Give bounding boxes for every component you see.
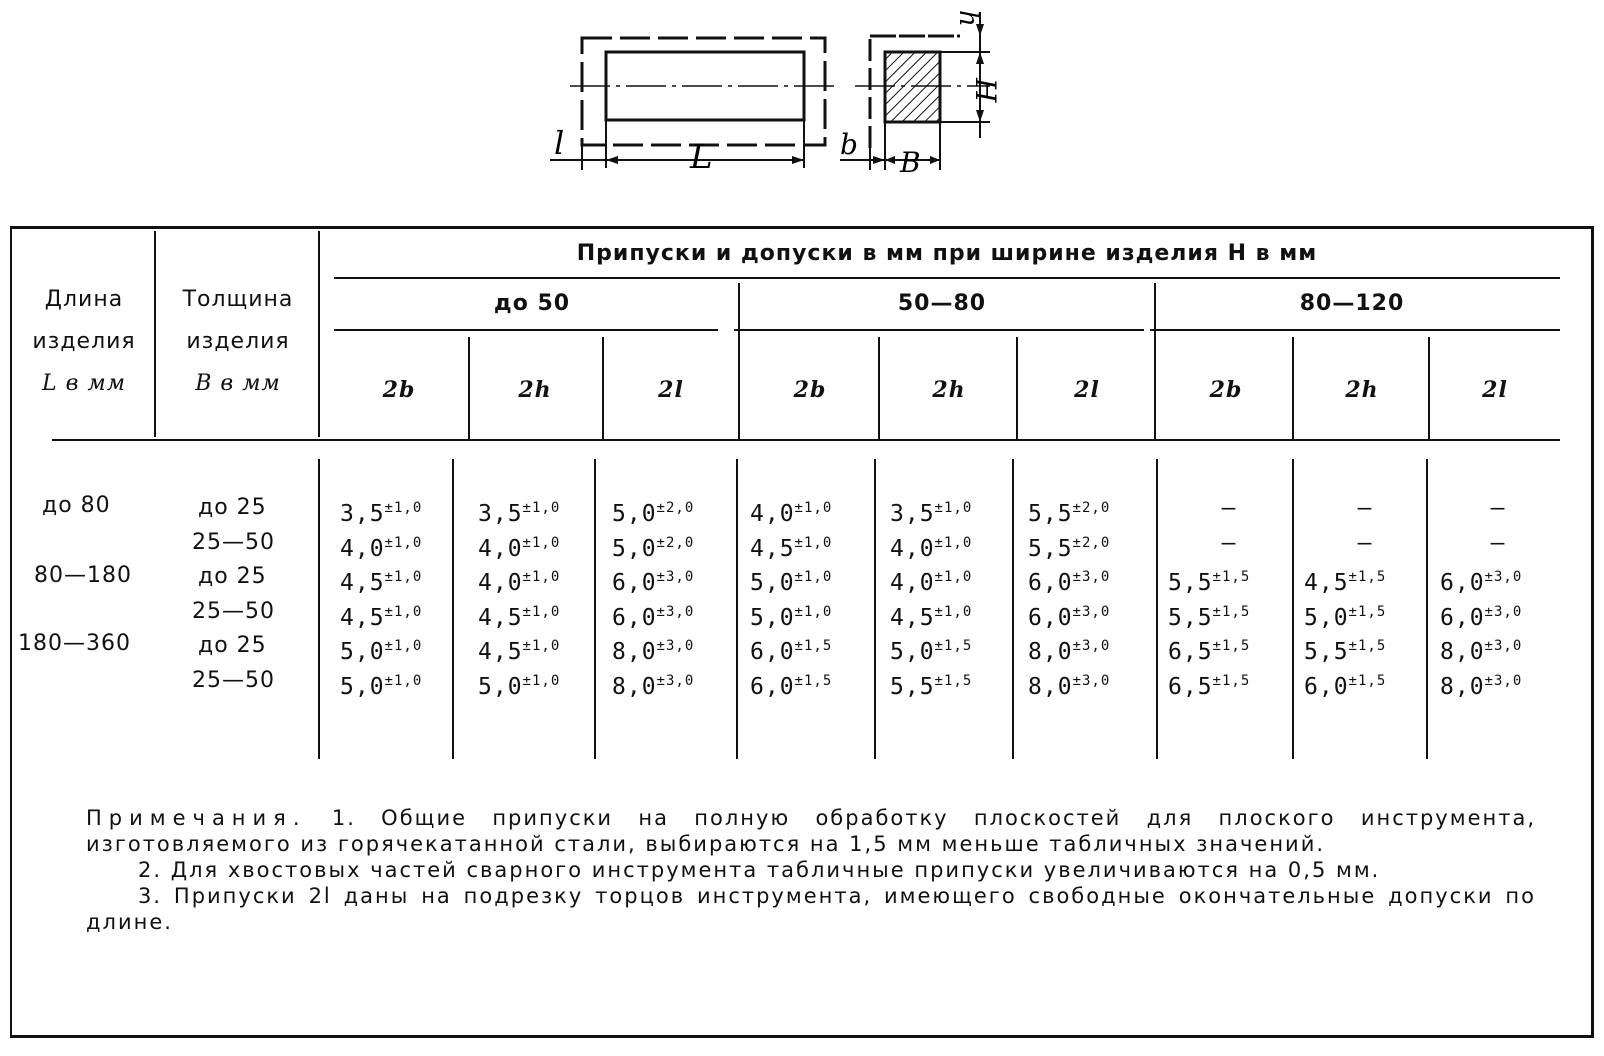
value-cell — [1304, 599, 1426, 631]
value-main: 5,0 — [1304, 604, 1349, 631]
diagram-label-l: l — [554, 124, 565, 162]
value-main: 5,0 — [340, 674, 385, 700]
divider — [334, 277, 1560, 279]
divider — [318, 231, 320, 437]
value-tolerance: ±1,0 — [794, 500, 833, 516]
length-label-3: 180—360 — [18, 631, 131, 656]
value-main: 4,5 — [340, 604, 385, 631]
value-main: 4,5 — [478, 604, 523, 631]
value-main: 5,0 — [750, 570, 795, 597]
note-3-text: 3. Припуски 2l даны на подрезку торцов инструмента, имеющего свободные окончательные допуски по длине. — [86, 884, 1536, 934]
value-cell — [340, 564, 464, 596]
divider — [602, 337, 604, 439]
subcol-header: 2b — [1209, 377, 1243, 403]
header-length-line2: изделия — [32, 329, 136, 354]
value-main: 5,5 — [1028, 501, 1073, 527]
value-cell — [750, 530, 876, 562]
group-header: Припуски и допуски в мм при ширине изделия H в мм — [576, 241, 1318, 266]
value-tolerance: ±3,0 — [656, 569, 695, 586]
value-cell — [1440, 599, 1556, 631]
value-main: 6,0 — [750, 674, 795, 700]
header-thickness-line2: изделия — [186, 329, 290, 354]
width-group-1: до 50 — [493, 291, 571, 316]
value-main: 6,0 — [1028, 604, 1073, 631]
value-main: 5,5 — [890, 674, 935, 700]
value-main: 4,5 — [750, 535, 795, 562]
subcol-header: 2l — [1482, 377, 1508, 403]
value-main: 6,0 — [750, 639, 795, 666]
thickness-label: 25—50 — [192, 598, 275, 624]
value-cell — [612, 564, 736, 596]
value-cell — [750, 564, 876, 596]
value-main: 6,0 — [1440, 604, 1485, 631]
divider — [1156, 459, 1158, 759]
value-cell — [478, 668, 598, 700]
divider — [736, 459, 738, 759]
value-main: 4,0 — [750, 501, 795, 527]
value-tolerance: ±1,0 — [794, 603, 833, 620]
value-cell — [1168, 633, 1290, 665]
thickness-label: до 25 — [198, 633, 267, 659]
value-tolerance: ±1,5 — [1348, 638, 1387, 655]
value-main: 5,0 — [340, 639, 385, 666]
value-tolerance: ±1,5 — [1212, 603, 1251, 620]
value-tolerance: ±3,0 — [1072, 569, 1111, 586]
value-cell — [890, 633, 1014, 665]
divider — [468, 337, 470, 439]
value-main: 4,0 — [478, 570, 523, 597]
value-tolerance: ±1,0 — [522, 569, 561, 586]
value-tolerance: ±1,0 — [384, 673, 423, 689]
value-main: 3,5 — [340, 501, 385, 527]
value-cell — [612, 633, 736, 665]
value-main: 3,5 — [890, 501, 935, 527]
header-thickness-line1: Толщина — [182, 287, 294, 312]
value-cell — [478, 633, 598, 665]
value-cell — [478, 495, 598, 527]
value-tolerance: ±1,5 — [794, 673, 833, 689]
value-cell — [750, 668, 876, 700]
value-main: 8,0 — [1440, 674, 1485, 700]
value-main: 5,5 — [1168, 570, 1213, 597]
value-cell — [340, 633, 464, 665]
value-tolerance: ±1,0 — [794, 534, 833, 551]
value-main: 8,0 — [612, 639, 657, 666]
width-group-3: 80—120 — [1299, 291, 1405, 316]
value-main: 4,0 — [890, 535, 935, 562]
value-main: 6,5 — [1168, 674, 1213, 700]
value-main: — — [1490, 529, 1506, 556]
diagram-label-H: H — [969, 78, 1002, 103]
value-main: 6,0 — [612, 570, 657, 597]
value-cell — [1028, 668, 1152, 700]
value-tolerance: ±1,0 — [522, 603, 561, 620]
value-tolerance: ±1,5 — [1212, 638, 1251, 655]
value-cell — [750, 495, 876, 527]
value-tolerance: ±3,0 — [1484, 673, 1523, 689]
value-tolerance: ±1,0 — [934, 603, 973, 620]
note-1-text: 1. Общие припуски на полную обработку плоскостей для плоского инструмента, изготовляемого из горячекатанной стали, выбираются на 1,5 мм меньше табличных значений. — [86, 806, 1536, 856]
value-main: 5,0 — [612, 535, 657, 562]
value-main: 6,0 — [1028, 570, 1073, 597]
header-length-line1: Длина — [44, 287, 124, 312]
value-cell — [612, 530, 736, 562]
value-cell — [340, 668, 464, 700]
thickness-label: до 25 — [198, 495, 267, 520]
value-cell — [1028, 599, 1152, 631]
value-tolerance: ±3,0 — [656, 673, 695, 689]
value-cell — [890, 530, 1014, 562]
value-cell — [1440, 668, 1556, 700]
thickness-label: 25—50 — [192, 668, 275, 693]
divider — [878, 337, 880, 439]
diagram-label-B: B — [900, 146, 921, 179]
value-tolerance: ±2,0 — [1072, 500, 1111, 516]
length-label-2: 80—180 — [34, 563, 132, 588]
subcol-header: 2b — [382, 377, 416, 403]
value-main: — — [1490, 495, 1506, 521]
divider — [1154, 283, 1156, 439]
header-thickness-line3: В в мм — [195, 371, 281, 396]
value-cell — [612, 495, 736, 527]
divider — [734, 329, 1144, 331]
value-main: 4,0 — [340, 535, 385, 562]
value-tolerance: ±2,0 — [656, 500, 695, 516]
diagram-label-L: L — [690, 137, 713, 177]
value-tolerance: ±1,0 — [384, 500, 423, 516]
header-length-line3: L в мм — [42, 371, 126, 396]
subcol-header: 2l — [1074, 377, 1100, 403]
value-tolerance: ±3,0 — [1484, 603, 1523, 620]
subcol-header: 2h — [1345, 377, 1379, 403]
value-main: 8,0 — [1028, 639, 1073, 666]
value-main: 8,0 — [1440, 639, 1485, 666]
subcol-header: 2h — [518, 377, 552, 403]
value-tolerance: ±1,0 — [384, 534, 423, 551]
diagram-label-b: b — [840, 128, 858, 161]
thickness-label: до 25 — [198, 564, 267, 590]
value-cell — [1168, 564, 1290, 596]
value-cell — [1168, 495, 1290, 521]
value-cell — [890, 564, 1014, 596]
value-main: 4,5 — [478, 639, 523, 666]
value-tolerance: ±1,5 — [1348, 673, 1387, 689]
value-main: — — [1221, 529, 1237, 556]
value-tolerance: ±3,0 — [1072, 673, 1111, 689]
value-tolerance: ±1,0 — [522, 673, 561, 689]
header-thickness — [158, 279, 318, 405]
value-tolerance: ±1,0 — [934, 534, 973, 551]
value-main: 4,5 — [1304, 570, 1349, 597]
value-cell — [1028, 564, 1152, 596]
value-cell — [890, 599, 1014, 631]
value-cell — [750, 633, 876, 665]
divider — [334, 329, 718, 331]
value-tolerance: ±1,5 — [1348, 603, 1387, 620]
value-cell — [340, 599, 464, 631]
value-tolerance: ±1,5 — [934, 673, 973, 689]
divider — [52, 439, 1560, 441]
divider — [1292, 459, 1294, 759]
value-tolerance: ±3,0 — [1484, 569, 1523, 586]
value-main: 5,5 — [1168, 604, 1213, 631]
value-cell — [1028, 495, 1152, 527]
value-cell — [612, 599, 736, 631]
value-main: 6,0 — [1440, 570, 1485, 597]
value-tolerance: ±3,0 — [1072, 603, 1111, 620]
value-tolerance: ±3,0 — [1484, 638, 1523, 655]
value-cell — [612, 668, 736, 700]
value-cell — [1440, 564, 1556, 596]
width-group-2: 50—80 — [897, 291, 987, 316]
divider — [154, 231, 156, 437]
value-cell — [340, 495, 464, 527]
value-main: 5,0 — [612, 501, 657, 527]
value-main: 6,0 — [612, 604, 657, 631]
value-cell — [1168, 668, 1290, 700]
value-tolerance: ±1,5 — [1348, 569, 1387, 586]
value-cell — [890, 495, 1014, 527]
value-main: 5,5 — [1028, 535, 1073, 562]
value-cell — [478, 599, 598, 631]
divider — [1426, 459, 1428, 759]
divider — [318, 459, 320, 759]
value-cell — [340, 530, 464, 562]
value-main: — — [1357, 495, 1373, 521]
allowance-table — [10, 226, 1594, 1038]
value-cell — [750, 599, 876, 631]
divider — [1292, 337, 1294, 439]
value-main: 3,5 — [478, 501, 523, 527]
value-tolerance: ±1,5 — [1212, 569, 1251, 586]
value-tolerance: ±1,5 — [934, 638, 973, 655]
value-cell — [1028, 530, 1152, 562]
value-main: — — [1357, 529, 1373, 556]
value-tolerance: ±1,0 — [522, 534, 561, 551]
value-main: 8,0 — [1028, 674, 1073, 700]
value-tolerance: ±1,5 — [794, 638, 833, 655]
value-tolerance: ±3,0 — [656, 638, 695, 655]
subcol-header: 2b — [793, 377, 827, 403]
value-main: 6,0 — [1304, 674, 1349, 700]
value-main: 4,0 — [890, 570, 935, 597]
value-tolerance: ±1,0 — [522, 638, 561, 655]
value-tolerance: ±2,0 — [656, 534, 695, 551]
value-cell — [890, 668, 1014, 700]
value-cell — [1440, 633, 1556, 665]
value-main: 5,0 — [478, 674, 523, 700]
value-tolerance: ±1,0 — [794, 569, 833, 586]
value-cell — [478, 564, 598, 596]
value-tolerance: ±1,0 — [934, 500, 973, 516]
value-tolerance: ±1,0 — [522, 500, 561, 516]
diagram-label-h: h — [953, 10, 983, 27]
value-tolerance: ±2,0 — [1072, 534, 1111, 551]
value-cell — [1440, 530, 1556, 556]
length-label-1: до 80 — [42, 493, 111, 518]
divider — [1016, 337, 1018, 439]
divider — [1150, 329, 1560, 331]
note-2 — [86, 857, 1536, 883]
value-cell — [1304, 668, 1426, 700]
note-2-text: 2. Для хвостовых частей сварного инструмента табличные припуски увеличиваются на 0,5 мм. — [138, 858, 1381, 882]
value-main: 8,0 — [612, 674, 657, 700]
value-main: — — [1221, 495, 1237, 521]
value-main: 6,5 — [1168, 639, 1213, 666]
subcol-header: 2l — [658, 377, 684, 403]
value-cell — [1304, 495, 1426, 521]
thickness-label: 25—50 — [192, 529, 275, 555]
divider — [738, 283, 740, 439]
value-tolerance: ±1,0 — [384, 603, 423, 620]
divider — [1428, 337, 1430, 439]
note-1 — [86, 805, 1536, 857]
value-cell — [1168, 530, 1290, 556]
note-3 — [86, 883, 1536, 935]
value-main: 4,5 — [340, 570, 385, 597]
value-main: 5,0 — [750, 604, 795, 631]
notes-title: Примечания. — [86, 806, 307, 830]
value-main: 4,0 — [478, 535, 523, 562]
value-cell — [1028, 633, 1152, 665]
value-tolerance: ±1,0 — [934, 569, 973, 586]
value-main: 5,0 — [890, 639, 935, 666]
value-tolerance: ±3,0 — [1072, 638, 1111, 655]
header-length — [14, 279, 154, 405]
value-main: 5,5 — [1304, 639, 1349, 666]
table-grid — [12, 229, 1596, 804]
value-cell — [1168, 599, 1290, 631]
value-cell — [478, 530, 598, 562]
value-tolerance: ±1,0 — [384, 569, 423, 586]
value-main: 4,5 — [890, 604, 935, 631]
value-tolerance: ±3,0 — [656, 603, 695, 620]
value-tolerance: ±1,0 — [384, 638, 423, 655]
value-cell — [1440, 495, 1556, 521]
value-tolerance: ±1,5 — [1212, 673, 1251, 689]
value-cell — [1304, 633, 1426, 665]
dimension-diagram — [540, 8, 1010, 183]
notes — [86, 805, 1536, 935]
value-cell — [1304, 564, 1426, 596]
subcol-header: 2h — [932, 377, 966, 403]
value-cell — [1304, 530, 1426, 556]
